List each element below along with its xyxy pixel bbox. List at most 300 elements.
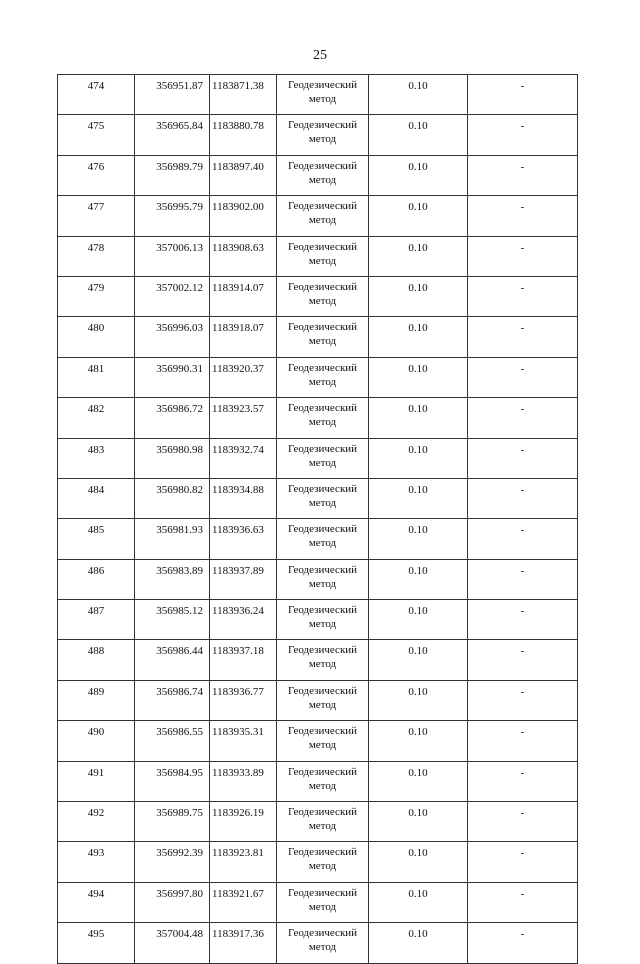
method-line-2: метод <box>308 860 337 873</box>
method-cell <box>277 559 369 599</box>
method-cell <box>277 398 369 438</box>
method-line-1: Геодезический <box>287 604 358 617</box>
table-row <box>58 438 578 478</box>
y-coordinate: 1183935.31 <box>212 726 264 739</box>
error-cell <box>369 276 468 316</box>
point-number: 475 <box>87 120 105 133</box>
table-row <box>58 75 578 115</box>
error-value: 0.10 <box>408 685 428 698</box>
method-line-2: метод <box>308 779 337 792</box>
error-cell <box>369 882 468 922</box>
x-coordinate: 356989.79 <box>156 160 203 173</box>
method-line-2: метод <box>308 254 337 267</box>
point-number-cell <box>58 882 135 922</box>
note-value: - <box>520 322 525 335</box>
error-cell <box>369 923 468 963</box>
note-cell <box>468 317 578 357</box>
method-line-2: метод <box>308 820 337 833</box>
point-number-cell <box>58 842 135 882</box>
table-row <box>58 721 578 761</box>
method-line-1: Геодезический <box>287 321 358 334</box>
x-coordinate: 356997.80 <box>156 887 203 900</box>
y-coordinate-cell <box>210 600 277 640</box>
method-line-1: Геодезический <box>287 280 358 293</box>
error-value: 0.10 <box>408 160 428 173</box>
method-line-2: метод <box>308 739 337 752</box>
method-line-1: Геодезический <box>287 806 358 819</box>
method-line-2: метод <box>308 133 337 146</box>
error-value: 0.10 <box>408 201 428 214</box>
note-value: - <box>520 80 525 92</box>
x-coordinate-cell <box>135 802 210 842</box>
y-coordinate: 1183932.74 <box>212 443 264 456</box>
method-line-2: метод <box>308 658 337 671</box>
method-cell <box>277 761 369 801</box>
note-cell <box>468 680 578 720</box>
y-coordinate-cell <box>210 398 277 438</box>
note-value: - <box>520 685 525 698</box>
table-row <box>58 761 578 801</box>
method-cell <box>277 236 369 276</box>
method-line-1: Геодезический <box>287 119 358 132</box>
x-coordinate: 357002.12 <box>156 281 203 294</box>
point-number: 493 <box>87 847 105 860</box>
error-value: 0.10 <box>408 322 428 335</box>
point-number-cell <box>58 438 135 478</box>
method-cell <box>277 276 369 316</box>
note-cell <box>468 802 578 842</box>
x-coordinate: 356986.72 <box>156 403 203 416</box>
y-coordinate: 1183880.78 <box>212 120 264 133</box>
y-coordinate-cell <box>210 357 277 397</box>
note-value: - <box>520 807 525 820</box>
note-cell <box>468 398 578 438</box>
point-number: 485 <box>87 524 105 537</box>
method-cell <box>277 923 369 963</box>
x-coordinate-cell <box>135 75 210 115</box>
point-number: 482 <box>87 403 105 416</box>
note-value: - <box>520 241 525 254</box>
point-number: 476 <box>87 160 105 173</box>
y-coordinate: 1183914.07 <box>212 281 264 294</box>
method-line-2: метод <box>308 416 337 429</box>
method-line-1: Геодезический <box>287 886 358 899</box>
note-value: - <box>520 645 525 658</box>
point-number: 474 <box>87 80 105 92</box>
method-line-1: Геодезический <box>287 402 358 415</box>
y-coordinate: 1183921.67 <box>212 887 264 900</box>
note-cell <box>468 640 578 680</box>
note-cell <box>468 600 578 640</box>
note-value: - <box>520 443 525 456</box>
method-cell <box>277 478 369 518</box>
method-cell <box>277 882 369 922</box>
method-line-1: Геодезический <box>287 482 358 495</box>
x-coordinate-cell <box>135 115 210 155</box>
note-cell <box>468 357 578 397</box>
table-row <box>58 680 578 720</box>
error-cell <box>369 600 468 640</box>
x-coordinate-cell <box>135 317 210 357</box>
error-cell <box>369 761 468 801</box>
x-coordinate: 357006.13 <box>156 241 203 254</box>
point-number: 477 <box>87 201 105 214</box>
y-coordinate: 1183871.38 <box>212 80 264 92</box>
note-value: - <box>520 564 525 577</box>
x-coordinate-cell <box>135 478 210 518</box>
table-row <box>58 357 578 397</box>
method-line-2: метод <box>308 456 337 469</box>
note-cell <box>468 559 578 599</box>
x-coordinate: 356985.12 <box>156 605 203 618</box>
error-cell <box>369 357 468 397</box>
page-number: 25 <box>313 48 327 63</box>
note-value: - <box>520 403 525 416</box>
method-line-2: метод <box>308 698 337 711</box>
method-line-2: метод <box>308 294 337 307</box>
point-number: 491 <box>87 766 105 779</box>
point-number-cell <box>58 155 135 195</box>
y-coordinate-cell <box>210 559 277 599</box>
method-line-1: Геодезический <box>287 159 358 172</box>
table-row <box>58 317 578 357</box>
error-value: 0.10 <box>408 605 428 618</box>
note-value: - <box>520 160 525 173</box>
error-cell <box>369 196 468 236</box>
x-coordinate: 356996.03 <box>156 322 203 335</box>
method-line-2: метод <box>308 537 337 550</box>
y-coordinate-cell <box>210 882 277 922</box>
y-coordinate-cell <box>210 438 277 478</box>
table-row <box>58 842 578 882</box>
y-coordinate: 1183937.18 <box>212 645 264 658</box>
table-row <box>58 640 578 680</box>
method-line-2: метод <box>308 335 337 348</box>
x-coordinate-cell <box>135 438 210 478</box>
y-coordinate: 1183923.81 <box>212 847 264 860</box>
y-coordinate-cell <box>210 155 277 195</box>
x-coordinate: 356965.84 <box>156 120 203 133</box>
y-coordinate: 1183902.00 <box>212 201 264 214</box>
point-number-cell <box>58 478 135 518</box>
method-cell <box>277 802 369 842</box>
x-coordinate: 356951.87 <box>156 80 203 92</box>
method-line-2: метод <box>308 496 337 509</box>
error-value: 0.10 <box>408 483 428 496</box>
note-cell <box>468 882 578 922</box>
x-coordinate-cell <box>135 640 210 680</box>
method-cell <box>277 721 369 761</box>
point-number: 480 <box>87 322 105 335</box>
y-coordinate-cell <box>210 761 277 801</box>
x-coordinate-cell <box>135 600 210 640</box>
error-cell <box>369 75 468 115</box>
y-coordinate-cell <box>210 75 277 115</box>
point-number: 495 <box>87 928 105 941</box>
point-number-cell <box>58 357 135 397</box>
y-coordinate: 1183923.57 <box>212 403 264 416</box>
x-coordinate-cell <box>135 155 210 195</box>
method-line-2: метод <box>308 173 337 186</box>
y-coordinate-cell <box>210 680 277 720</box>
point-number: 478 <box>87 241 105 254</box>
method-cell <box>277 600 369 640</box>
table-row <box>58 115 578 155</box>
note-value: - <box>520 847 525 860</box>
method-line-1: Геодезический <box>287 846 358 859</box>
x-coordinate-cell <box>135 559 210 599</box>
note-cell <box>468 236 578 276</box>
point-number-cell <box>58 519 135 559</box>
x-coordinate-cell <box>135 276 210 316</box>
note-cell <box>468 478 578 518</box>
point-number: 494 <box>87 887 105 900</box>
note-cell <box>468 155 578 195</box>
table-row <box>58 155 578 195</box>
x-coordinate-cell <box>135 842 210 882</box>
error-value: 0.10 <box>408 120 428 133</box>
error-value: 0.10 <box>408 564 428 577</box>
note-value: - <box>520 726 525 739</box>
method-cell <box>277 357 369 397</box>
note-value: - <box>520 120 525 133</box>
table-row <box>58 236 578 276</box>
error-value: 0.10 <box>408 928 428 941</box>
error-value: 0.10 <box>408 362 428 375</box>
x-coordinate-cell <box>135 196 210 236</box>
x-coordinate: 356981.93 <box>156 524 203 537</box>
y-coordinate: 1183937.89 <box>212 564 264 577</box>
table-row <box>58 519 578 559</box>
error-cell <box>369 438 468 478</box>
note-cell <box>468 75 578 115</box>
error-value: 0.10 <box>408 241 428 254</box>
note-cell <box>468 196 578 236</box>
point-number-cell <box>58 559 135 599</box>
error-value: 0.10 <box>408 524 428 537</box>
error-value: 0.10 <box>408 847 428 860</box>
x-coordinate: 356989.75 <box>156 807 203 820</box>
point-number: 488 <box>87 645 105 658</box>
method-line-1: Геодезический <box>287 563 358 576</box>
error-value: 0.10 <box>408 807 428 820</box>
y-coordinate-cell <box>210 640 277 680</box>
table-row <box>58 559 578 599</box>
x-coordinate: 356984.95 <box>156 766 203 779</box>
y-coordinate: 1183908.63 <box>212 241 264 254</box>
table-row <box>58 802 578 842</box>
method-cell <box>277 196 369 236</box>
method-line-1: Геодезический <box>287 725 358 738</box>
x-coordinate: 357004.48 <box>156 928 203 941</box>
error-cell <box>369 680 468 720</box>
method-line-2: метод <box>308 900 337 913</box>
point-number: 492 <box>87 807 105 820</box>
x-coordinate: 356983.89 <box>156 564 203 577</box>
point-number-cell <box>58 276 135 316</box>
y-coordinate-cell <box>210 276 277 316</box>
point-number: 487 <box>87 605 105 618</box>
note-cell <box>468 842 578 882</box>
point-number-cell <box>58 115 135 155</box>
method-line-2: метод <box>308 618 337 631</box>
note-value: - <box>520 524 525 537</box>
error-cell <box>369 802 468 842</box>
note-cell <box>468 923 578 963</box>
x-coordinate: 356980.98 <box>156 443 203 456</box>
method-line-1: Геодезический <box>287 79 358 91</box>
table-row <box>58 276 578 316</box>
method-line-1: Геодезический <box>287 927 358 940</box>
error-cell <box>369 721 468 761</box>
y-coordinate-cell <box>210 115 277 155</box>
coordinates-table <box>57 74 578 964</box>
y-coordinate-cell <box>210 196 277 236</box>
error-cell <box>369 478 468 518</box>
method-cell <box>277 155 369 195</box>
x-coordinate-cell <box>135 398 210 438</box>
method-line-1: Геодезический <box>287 644 358 657</box>
method-line-1: Геодезический <box>287 765 358 778</box>
x-coordinate-cell <box>135 680 210 720</box>
note-cell <box>468 115 578 155</box>
method-line-1: Геодезический <box>287 240 358 253</box>
point-number: 489 <box>87 685 105 698</box>
note-value: - <box>520 887 525 900</box>
method-line-1: Геодезический <box>287 523 358 536</box>
note-value: - <box>520 928 525 941</box>
error-cell <box>369 640 468 680</box>
x-coordinate-cell <box>135 882 210 922</box>
method-cell <box>277 842 369 882</box>
point-number: 479 <box>87 281 105 294</box>
x-coordinate-cell <box>135 236 210 276</box>
method-line-1: Геодезический <box>287 684 358 697</box>
error-value: 0.10 <box>408 443 428 456</box>
note-value: - <box>520 201 525 214</box>
x-coordinate-cell <box>135 357 210 397</box>
y-coordinate: 1183917.36 <box>212 928 264 941</box>
method-line-2: метод <box>308 214 337 227</box>
method-cell <box>277 115 369 155</box>
error-value: 0.10 <box>408 645 428 658</box>
y-coordinate-cell <box>210 923 277 963</box>
point-number: 484 <box>87 483 105 496</box>
error-cell <box>369 236 468 276</box>
error-cell <box>369 155 468 195</box>
y-coordinate: 1183918.07 <box>212 322 264 335</box>
y-coordinate-cell <box>210 236 277 276</box>
x-coordinate: 356990.31 <box>156 362 203 375</box>
point-number-cell <box>58 721 135 761</box>
y-coordinate-cell <box>210 519 277 559</box>
y-coordinate-cell <box>210 478 277 518</box>
x-coordinate: 356986.55 <box>156 726 203 739</box>
y-coordinate-cell <box>210 842 277 882</box>
y-coordinate: 1183936.77 <box>212 685 264 698</box>
table-row <box>58 398 578 438</box>
x-coordinate: 356992.39 <box>156 847 203 860</box>
y-coordinate: 1183926.19 <box>212 807 264 820</box>
point-number-cell <box>58 640 135 680</box>
table-row <box>58 478 578 518</box>
method-cell <box>277 438 369 478</box>
point-number-cell <box>58 802 135 842</box>
note-value: - <box>520 483 525 496</box>
x-coordinate-cell <box>135 761 210 801</box>
method-cell <box>277 680 369 720</box>
point-number: 490 <box>87 726 105 739</box>
y-coordinate-cell <box>210 802 277 842</box>
table-row <box>58 923 578 963</box>
method-line-2: метод <box>308 375 337 388</box>
y-coordinate: 1183897.40 <box>212 160 264 173</box>
point-number: 481 <box>87 362 105 375</box>
y-coordinate: 1183933.89 <box>212 766 264 779</box>
x-coordinate: 356980.82 <box>156 483 203 496</box>
error-cell <box>369 559 468 599</box>
error-value: 0.10 <box>408 766 428 779</box>
point-number-cell <box>58 317 135 357</box>
method-cell <box>277 519 369 559</box>
method-line-2: метод <box>308 577 337 590</box>
error-cell <box>369 519 468 559</box>
method-line-2: метод <box>308 941 337 954</box>
note-value: - <box>520 362 525 375</box>
method-line-1: Геодезический <box>287 442 358 455</box>
x-coordinate: 356986.44 <box>156 645 203 658</box>
point-number-cell <box>58 923 135 963</box>
error-cell <box>369 317 468 357</box>
note-cell <box>468 276 578 316</box>
point-number-cell <box>58 761 135 801</box>
table-row <box>58 196 578 236</box>
method-cell <box>277 75 369 115</box>
point-number: 486 <box>87 564 105 577</box>
y-coordinate: 1183936.24 <box>212 605 264 618</box>
y-coordinate: 1183934.88 <box>212 483 264 496</box>
point-number-cell <box>58 398 135 438</box>
x-coordinate-cell <box>135 923 210 963</box>
error-value: 0.10 <box>408 726 428 739</box>
method-line-1: Геодезический <box>287 200 358 213</box>
note-cell <box>468 721 578 761</box>
method-cell <box>277 640 369 680</box>
method-line-2: метод <box>308 93 337 105</box>
note-cell <box>468 519 578 559</box>
y-coordinate: 1183936.63 <box>212 524 264 537</box>
table-body <box>58 75 578 964</box>
note-value: - <box>520 281 525 294</box>
point-number-cell <box>58 75 135 115</box>
note-cell <box>468 761 578 801</box>
error-cell <box>369 115 468 155</box>
x-coordinate-cell <box>135 519 210 559</box>
point-number-cell <box>58 236 135 276</box>
error-cell <box>369 842 468 882</box>
note-value: - <box>520 605 525 618</box>
table-row <box>58 600 578 640</box>
error-value: 0.10 <box>408 281 428 294</box>
point-number-cell <box>58 600 135 640</box>
y-coordinate-cell <box>210 317 277 357</box>
table-row <box>58 882 578 922</box>
x-coordinate-cell <box>135 721 210 761</box>
y-coordinate: 1183920.37 <box>212 362 264 375</box>
method-line-1: Геодезический <box>287 361 358 374</box>
note-value: - <box>520 766 525 779</box>
point-number: 483 <box>87 443 105 456</box>
